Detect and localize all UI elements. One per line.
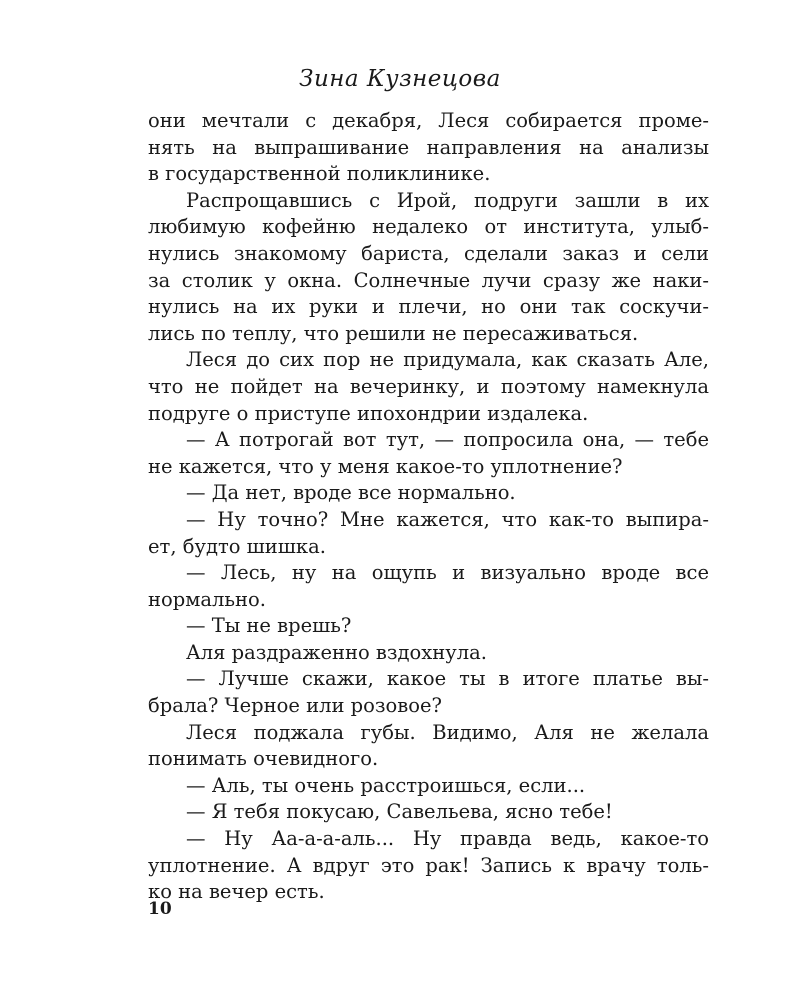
text-line: — Аль, ты очень расстроишься, если...: [186, 773, 586, 797]
text-line: — Лесь, ну на ощупь и визуально вроде все: [186, 561, 709, 585]
text-line: нормально.: [148, 587, 266, 611]
text-line: подруге о приступе ипохондрии издалека.: [148, 401, 589, 425]
text-line: Распрощавшись с Ирой, подруги зашли в их: [186, 188, 709, 212]
text-line: они мечтали с декабря, Леся собирается проме-: [148, 109, 709, 132]
text-line: нулись на их руки и плечи, но они так соскучи-: [148, 295, 709, 319]
text-line: за столик у окна. Солнечные лучи сразу же наки-: [148, 268, 709, 292]
text-line: любимую кофейню недалеко от института, улыб-: [148, 215, 709, 239]
text-line: — Ну точно? Мне кажется, что как-то выпира-: [186, 507, 709, 531]
text-line: — Ну Аа-а-а-аль... Ну правда ведь, какое-то: [186, 827, 709, 851]
text-line: понимать очевидного.: [148, 747, 379, 771]
body-text: [148, 108, 709, 906]
running-head-author: Зина Кузнецова: [299, 66, 501, 92]
text-line: брала? Черное или розовое?: [148, 694, 442, 718]
text-line: нулись знакомому бариста, сделали заказ и сели: [148, 241, 709, 265]
text-line: — Да нет, вроде все нормально.: [186, 481, 516, 505]
text-line: Аля раздраженно вздохнула.: [186, 640, 487, 664]
text-line: в государственной поликлинике.: [148, 162, 491, 186]
text-line: уплотнение. А вдруг это рак! Запись к врачу толь-: [148, 853, 709, 877]
text-line: — Лучше скажи, какое ты в итоге платье вы-: [186, 667, 709, 691]
text-line: что не пойдет на вечеринку, и поэтому намекнула: [148, 374, 709, 398]
text-line: лись по теплу, что решили не пересаживаться.: [148, 321, 639, 345]
text-line: ет, будто шишка.: [148, 534, 326, 558]
page-number: 10: [148, 899, 172, 919]
text-line: Леся до сих пор не придумала, как сказать Але,: [186, 348, 709, 372]
text-line: нять на выпрашивание направления на анализы: [148, 135, 709, 159]
text-line: — Я тебя покусаю, Савельева, ясно тебе!: [186, 800, 613, 824]
text-line: не кажется, что у меня какое-то уплотнение?: [148, 454, 623, 478]
text-line: — Ты не врешь?: [186, 614, 352, 638]
text-line: — А потрогай вот тут, — попросила она, — тебе: [186, 428, 709, 452]
text-line: Леся поджала губы. Видимо, Аля не желала: [186, 720, 709, 744]
text-line: ко на вечер есть.: [148, 880, 325, 904]
